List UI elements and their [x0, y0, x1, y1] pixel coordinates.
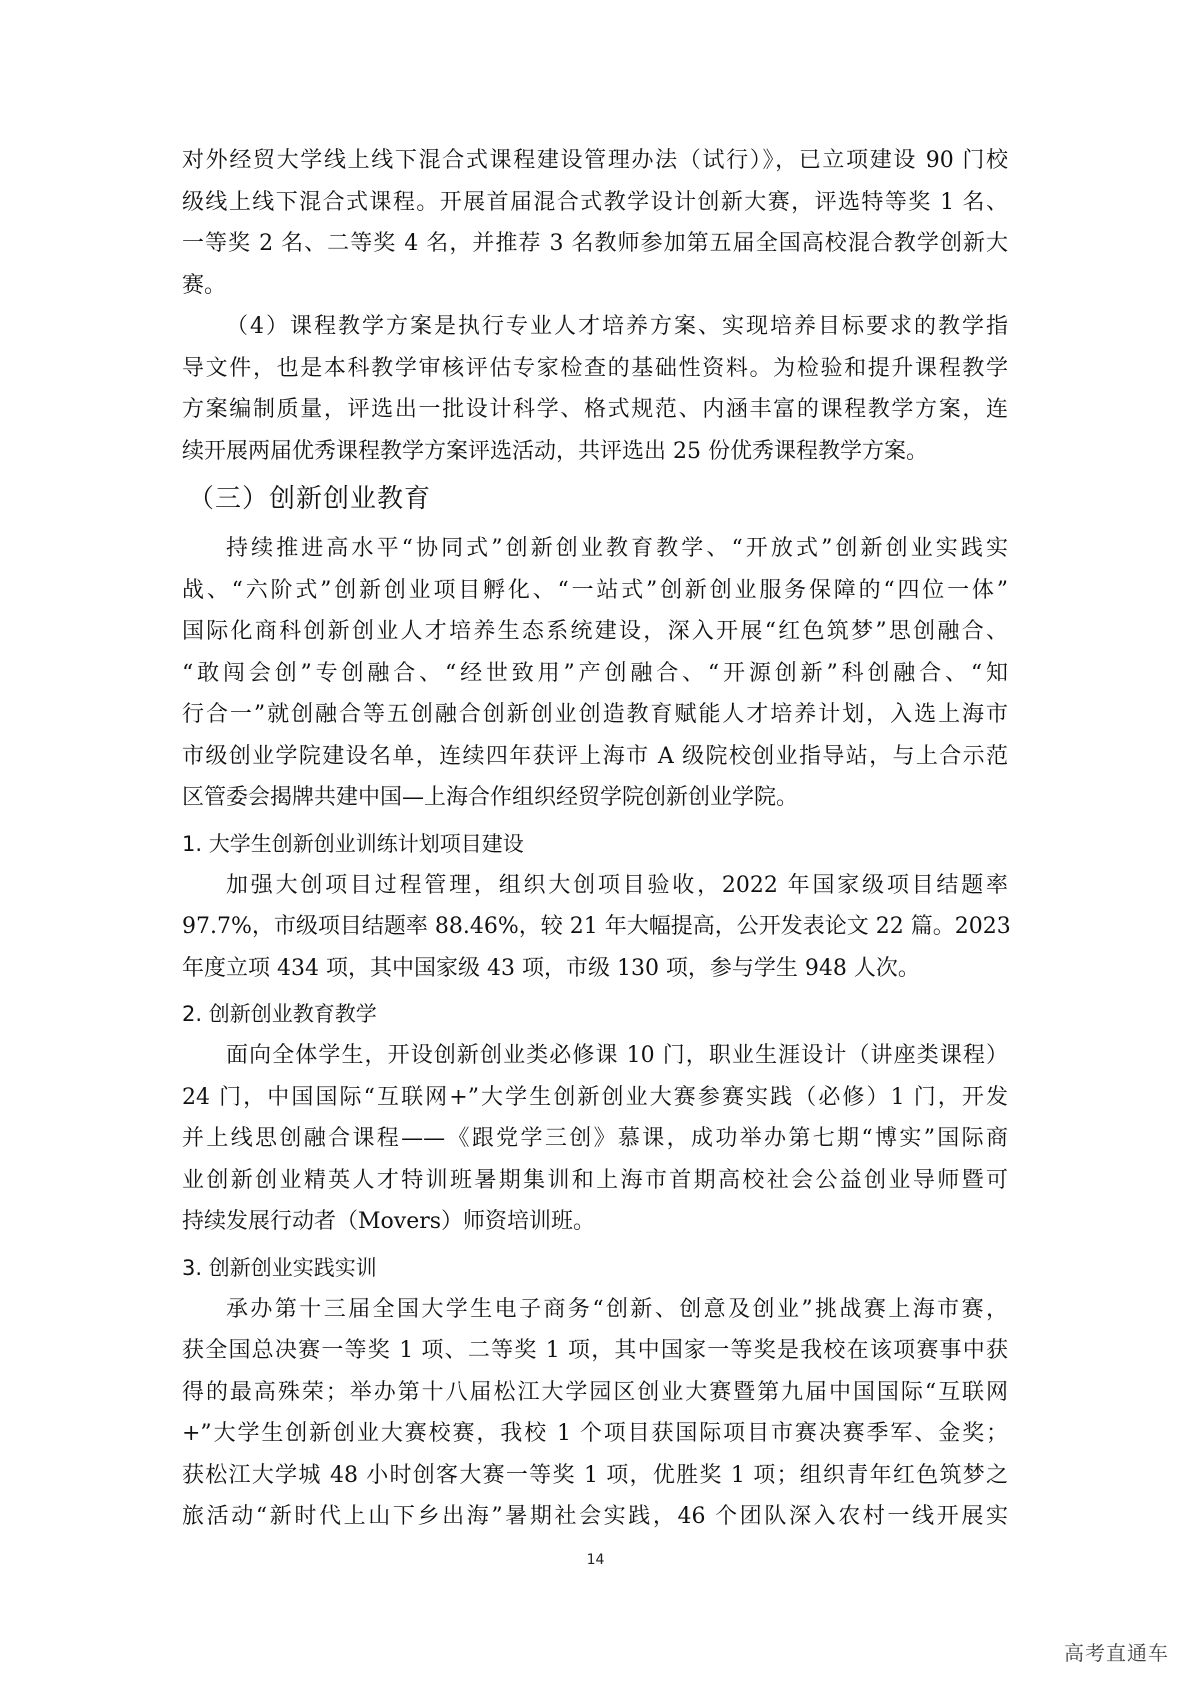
text-line: 获松江大学城 48 小时创客大赛一等奖 1 项，优胜奖 1 项；组织青年红色筑梦之 [182, 1462, 1008, 1488]
text-line: 得的最高殊荣；举办第十八届松江大学园区创业大赛暨第九届中国国际“互联网 [182, 1379, 1008, 1405]
paragraph-training-projects [182, 865, 1011, 990]
text-line: 97.7%，市级项目结题率 88.46%，较 21 年大幅提高，公开发表论文 22 篇。2023 [182, 914, 1011, 939]
text-line: 战、“六阶式”创新创业项目孵化、“一站式”创新创业服务保障的“四位一体” [182, 577, 1008, 603]
text-line: 承办第十三届全国大学生电子商务“创新、创意及创业”挑战赛上海市赛， [226, 1296, 1008, 1322]
text-line: 级线上线下混合式课程。开展首届混合式教学设计创新大赛，评选特等奖 1 名、 [182, 189, 1008, 215]
text-line: 获全国总决赛一等奖 1 项、二等奖 1 项，其中国家一等奖是我校在该项赛事中获 [182, 1338, 1008, 1363]
text-line: “敢闯会创”专创融合、“经世致用”产创融合、“开源创新”科创融合、“知 [182, 660, 1008, 686]
paragraph-education-teaching [182, 1035, 1008, 1243]
text-line: +”大学生创新创业大赛校赛，我校 1 个项目获国际项目市赛决赛季军、金奖； [182, 1421, 1008, 1446]
text-line: 续开展两届优秀课程教学方案评选活动，共评选出 25 份优秀课程教学方案。 [182, 438, 928, 464]
text-line: 区管委会揭牌共建中国—上海合作组织经贸学院创新创业学院。 [182, 785, 799, 810]
text-line: 面向全体学生，开设创新创业类必修课 10 门，职业生涯设计（讲座类课程） [226, 1043, 1008, 1068]
subsection-heading: 1. 大学生创新创业训练计划项目建设 [182, 831, 524, 856]
paragraph-practice-training [182, 1289, 1008, 1538]
text-line: 赛。 [182, 272, 227, 298]
subsection-heading: 3. 创新创业实践实训 [182, 1255, 377, 1280]
paragraph-innovation-intro [182, 528, 1008, 819]
text-line: 年度立项 434 项，其中国家级 43 项，市级 130 项，参与学生 948 人次。 [182, 955, 920, 981]
text-line: 导文件，也是本科教学审核评估专家检查的基础性资料。为检验和提升课程教学 [182, 355, 1008, 381]
text-line: 持续推进高水平“协同式”创新创业教育教学、“开放式”创新创业实践实 [226, 536, 1008, 561]
text-line: 一等奖 2 名、二等奖 4 名，并推荐 3 名教师参加第五届全国高校混合教学创新大 [182, 231, 1008, 256]
text-line: 并上线思创融合课程——《跟党学三创》慕课，成功举办第七期“博实”国际商 [182, 1126, 1008, 1151]
text-line: 方案编制质量，评选出一批设计科学、格式规范、内涵丰富的课程教学方案，连 [182, 397, 1008, 422]
text-line: 行合一”就创融合等五创融合创新创业创造教育赋能人才培养计划，入选上海市 [182, 702, 1008, 727]
document-page [182, 140, 1011, 1538]
paragraph-teaching-plans [182, 306, 1008, 472]
watermark-text: 高考直通车 [1064, 1641, 1169, 1665]
text-line: 持续发展行动者（Movers）师资培训班。 [182, 1209, 596, 1234]
text-line: 24 门，中国国际“互联网+”大学生创新创业大赛参赛实践（必修）1 门，开发 [182, 1084, 1008, 1110]
text-line: 对外经贸大学线上线下混合式课程建设管理办法（试行）》，已立项建设 90 门校 [182, 148, 1008, 173]
subsection-heading: 2. 创新创业教育教学 [182, 1002, 377, 1026]
text-line: 市级创业学院建设名单，连续四年获评上海市 A 级院校创业指导站，与上合示范 [182, 743, 1008, 769]
text-line: 旅活动“新时代上山下乡出海”暑期社会实践，46 个团队深入农村一线开展实 [182, 1504, 1008, 1529]
page-number: 14 [586, 1552, 605, 1568]
paragraph-blended-courses [182, 140, 1008, 306]
section-heading: （三）创新创业教育 [188, 484, 432, 514]
text-line: 业创新创业精英人才特训班暑期集训和上海市首期高校社会公益创业导师暨可 [182, 1167, 1008, 1193]
text-line: 国际化商科创新创业人才培养生态系统建设，深入开展“红色筑梦”思创融合、 [182, 619, 1008, 644]
text-line: （4）课程教学方案是执行专业人才培养方案、实现培养目标要求的教学指 [226, 314, 1008, 339]
text-line: 加强大创项目过程管理，组织大创项目验收，2022 年国家级项目结题率 [226, 872, 1008, 898]
